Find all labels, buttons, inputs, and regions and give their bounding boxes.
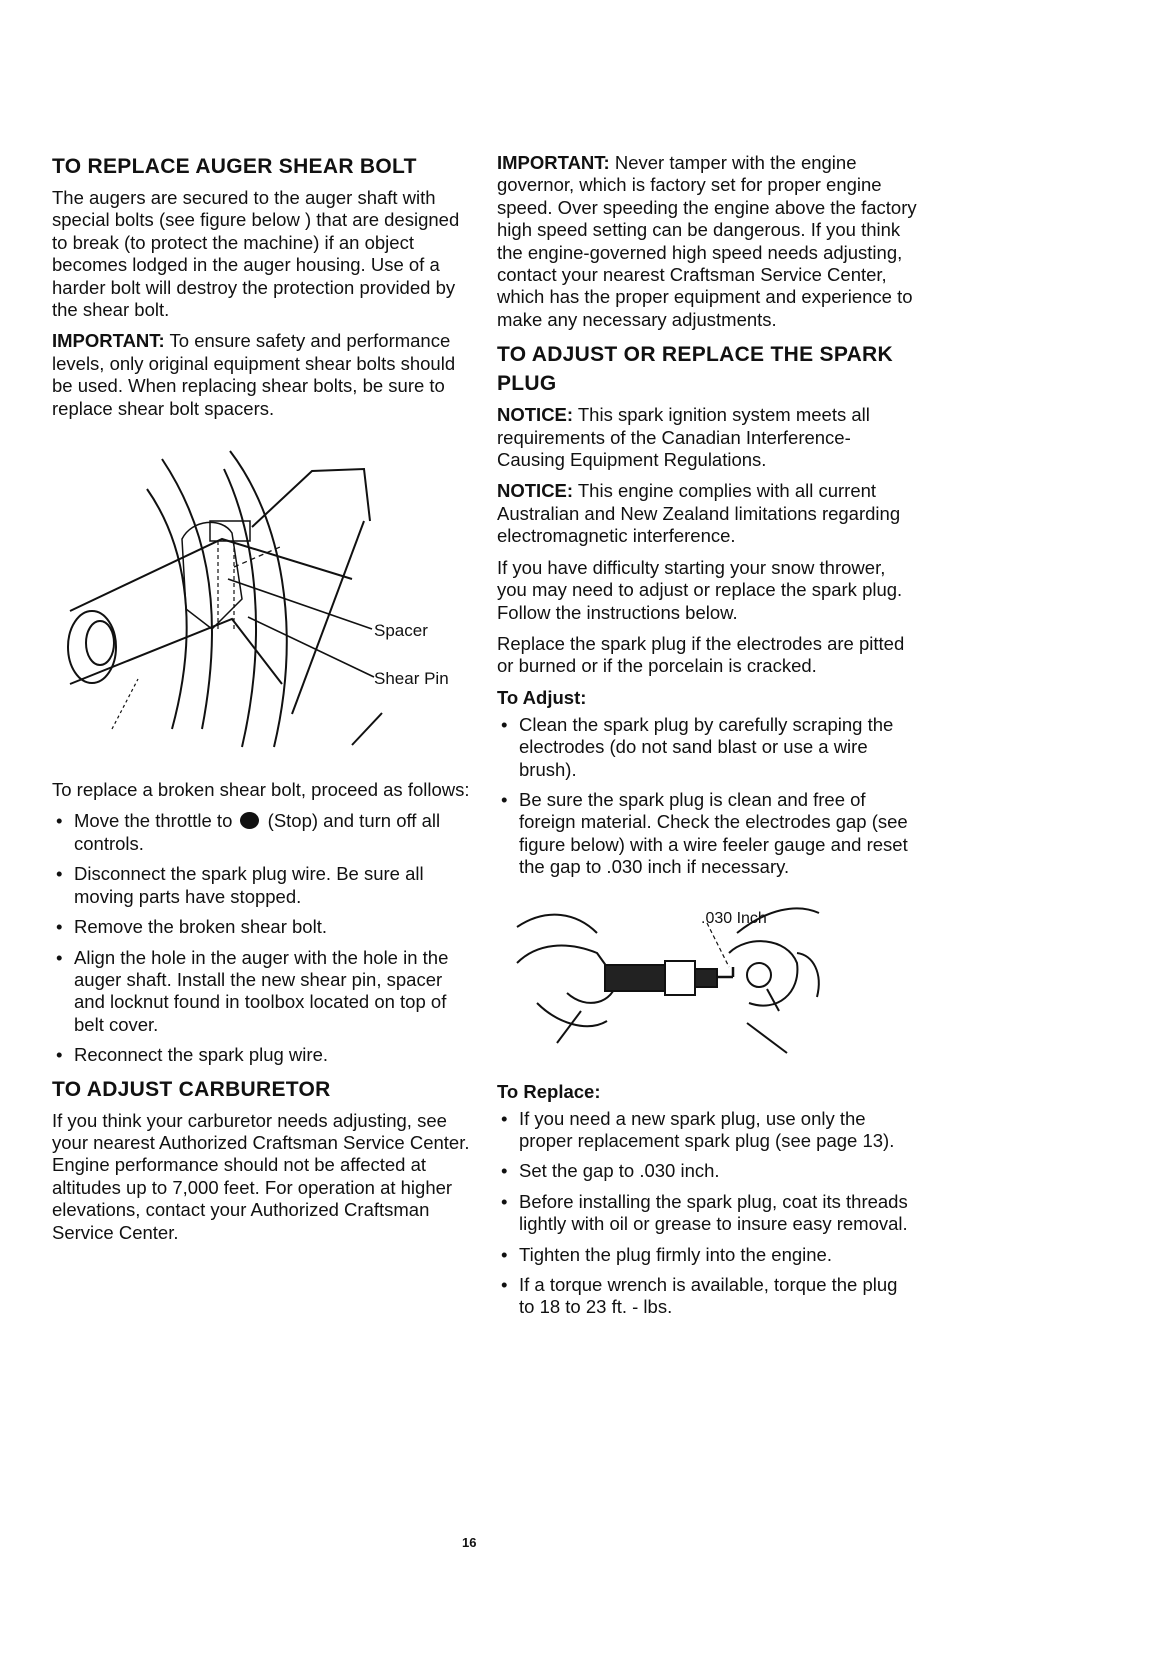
step-1-before: Move the throttle to — [74, 810, 233, 832]
section-title-spark-plug: TO ADJUST OR REPLACE THE SPARK PLUG — [497, 343, 893, 396]
notice-text: This engine complies with all current Australian and New Zealand limitations regarding electromagnetic interference. — [497, 480, 901, 547]
gap-callout: .030 Inch — [701, 909, 767, 927]
to-replace-heading: To Replace: — [497, 1080, 601, 1102]
auger-shear-bolt-figure — [52, 429, 476, 767]
list-item: • Tighten the plug firmly into the engine. — [497, 1244, 917, 1266]
spacer-callout: Spacer — [374, 621, 428, 641]
notice-label: NOTICE: — [497, 480, 574, 502]
important-text: To ensure safety and performance levels, only original equipment shear bolts should be used. When replacing shear bolts, be sure to replace shear bolt spacers. — [52, 330, 456, 419]
adjust-steps — [497, 714, 917, 879]
list-item: • If you need a new spark plug, use only the proper replacement spark plug (see page 13). — [497, 1108, 917, 1153]
shear-bolt-intro: The augers are secured to the auger shaft with special bolts (see figure below ) that are designed to break (to protect the machine) if an object becomes lodged in the auger housing. Use of a harder bolt will destroy the protection provided by the shear bolt. — [52, 187, 460, 321]
list-item: • Remove the broken shear bolt. — [52, 916, 476, 938]
section-title-carburetor: TO ADJUST CARBURETOR — [52, 1077, 331, 1101]
important-label: IMPORTANT: — [52, 330, 165, 352]
list-item: • Be sure the spark plug is clean and free of foreign material. Check the electrodes gap (see figure below) with a wire feeler gauge and reset the gap to .030 inch if necessary. — [497, 789, 917, 879]
spark-plug-gap-figure — [497, 893, 917, 1071]
shear-bolt-important — [52, 330, 476, 420]
notice-label: NOTICE: — [497, 404, 574, 426]
important-text: Never tamper with the engine governor, which is factory set for proper engine speed. Over speeding the engine above the factory high speed setting can be dangerous. If you think the engine-governed high speed needs adjusting, contact your nearest Craftsman Service Center, which has the proper equipment and experience to make any necessary adjustments. — [497, 152, 917, 330]
list-item — [52, 810, 476, 855]
replace-steps — [497, 1108, 917, 1319]
page-number: 16 — [462, 1535, 477, 1550]
section-title-shear-bolt: TO REPLACE AUGER SHEAR BOLT — [52, 155, 417, 178]
notice-text: This spark ignition system meets all requirements of the Canadian Interference-Causing Equipment Regulations. — [497, 404, 870, 471]
to-adjust-heading: To Adjust: — [497, 686, 587, 708]
stop-icon — [240, 812, 259, 829]
shear-pin-callout: Shear Pin — [374, 669, 449, 689]
proceed-text: To replace a broken shear bolt, proceed as follows: — [52, 779, 470, 801]
list-item: • Set the gap to .030 inch. — [497, 1160, 917, 1182]
auger-drawing — [52, 429, 476, 767]
right-column — [497, 152, 917, 1327]
important-label: IMPORTANT: — [497, 152, 610, 173]
carburetor-text: If you think your carburetor needs adjusting, see your nearest Authorized Craftsman Service Center. Engine performance should not be affected at altitudes up to 7,000 feet. For operation at higher elevations, contact your Authorized Craftsman Service Center. — [52, 1109, 470, 1243]
list-item: • Before installing the spark plug, coat its threads lightly with oil or grease to insure easy removal. — [497, 1191, 917, 1236]
difficulty-text: If you have difficulty starting your snow thrower, you may need to adjust or replace the spark plug. Follow the instructions below. — [497, 556, 903, 623]
list-item: • Disconnect the spark plug wire. Be sure all moving parts have stopped. — [52, 863, 476, 908]
left-column — [52, 152, 476, 1253]
list-item: • Reconnect the spark plug wire. — [52, 1044, 476, 1066]
shear-bolt-steps — [52, 810, 476, 1066]
list-item: • Clean the spark plug by carefully scraping the electrodes (do not sand blast or use a wire brush). — [497, 714, 917, 781]
governor-important — [497, 152, 917, 331]
spark-plug-drawing — [497, 893, 917, 1071]
notice-australia — [497, 480, 917, 547]
list-item: • Align the hole in the auger with the hole in the auger shaft. Install the new shear pin, spacer and locknut found in toolbox located on top of belt cover. — [52, 947, 476, 1037]
list-item: • If a torque wrench is available, torque the plug to 18 to 23 ft. - lbs. — [497, 1274, 917, 1319]
step-1-after: (Stop) and turn off all controls. — [74, 810, 441, 854]
notice-canada — [497, 404, 917, 471]
replace-if-text: Replace the spark plug if the electrodes are pitted or burned or if the porcelain is cracked. — [497, 632, 905, 677]
